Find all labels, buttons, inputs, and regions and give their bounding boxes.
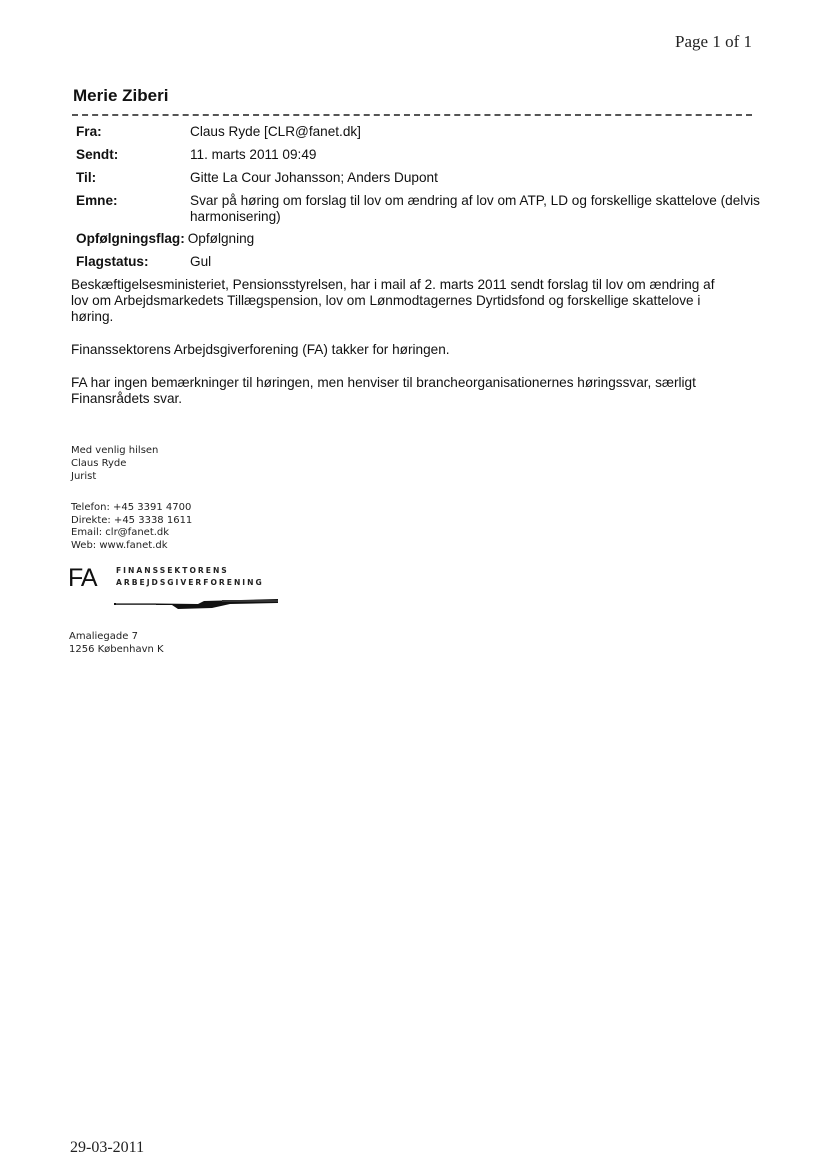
subject-value: Svar på høring om forslag til lov om ændring af lov om ATP, LD og forskellige skattelove (delvis harmonisering) — [190, 193, 760, 224]
header-row-from — [76, 124, 766, 140]
header-label: Sendt: — [76, 147, 119, 162]
signature-block — [71, 444, 158, 483]
address-city: 1256 København K — [69, 644, 164, 655]
page-number: Page 1 of 1 — [675, 32, 752, 51]
body-paragraph: Finanssektorens Arbejdsgiverforening (FA) takker for høringen. — [71, 342, 450, 357]
flag-status-row — [76, 254, 766, 270]
header-label: Til: — [76, 170, 97, 185]
signature-name: Claus Ryde — [71, 458, 127, 469]
followup-flag-row — [76, 231, 766, 247]
email-headers — [76, 124, 766, 232]
signature-closing: Med venlig hilsen — [71, 445, 159, 456]
follow-up-flags — [76, 231, 766, 277]
sent-date-value: 11. marts 2011 09:49 — [190, 147, 317, 162]
address-street: Amaliegade 7 — [69, 631, 138, 642]
mailbox-owner-name: Merie Ziberi — [73, 86, 169, 105]
header-row-to — [76, 170, 766, 186]
logo-text-line-1: FINANSSEKTORENS — [116, 566, 229, 575]
header-row-subject — [76, 193, 766, 225]
postal-address — [69, 630, 164, 656]
print-date: 29-03-2011 — [70, 1139, 145, 1156]
header-row-sent — [76, 147, 766, 163]
signature-title: Jurist — [71, 471, 97, 482]
header-label: Fra: — [76, 124, 102, 139]
phone-line: Telefon: +45 3391 4700 — [71, 502, 192, 513]
email-body — [71, 277, 731, 424]
flag-status-label: Flagstatus: — [76, 254, 149, 269]
logo-text-line-2: ARBEJDSGIVERFORENING — [116, 578, 264, 587]
body-paragraph: Beskæftigelsesministeriet, Pensionsstyrelsen, har i mail af 2. marts 2011 sendt forslag til lov om ændring af lov om Arbejdsmarkedets Tillægspension, lov om Lønmodtagernes Dyrtidsfond og forskellige skattelove i høring. — [71, 277, 715, 324]
email-line: Email: clr@fanet.dk — [71, 527, 170, 539]
body-paragraph: FA har ingen bemærkninger til høringen, men henviser til brancheorganisationernes høringssvar, særligt Finansrådets svar. — [71, 375, 696, 406]
direct-phone-line: Direkte: +45 3338 1611 — [71, 514, 193, 526]
logo-mark: FA — [68, 564, 97, 592]
header-label: Emne: — [76, 193, 118, 208]
sender-value: Claus Ryde [CLR@fanet.dk] — [190, 124, 361, 139]
fa-logo — [68, 564, 283, 614]
header-divider — [72, 114, 752, 116]
followup-flag-value: Opfølgning — [187, 231, 255, 246]
flag-status-value: Gul — [190, 254, 212, 269]
contact-details — [71, 502, 192, 552]
followup-flag-label: Opfølgningsflag: — [76, 231, 185, 246]
recipients-value: Gitte La Cour Johansson; Anders Dupont — [190, 170, 438, 185]
web-line: Web: www.fanet.dk — [71, 539, 168, 551]
logo-swoosh-icon — [112, 598, 280, 612]
